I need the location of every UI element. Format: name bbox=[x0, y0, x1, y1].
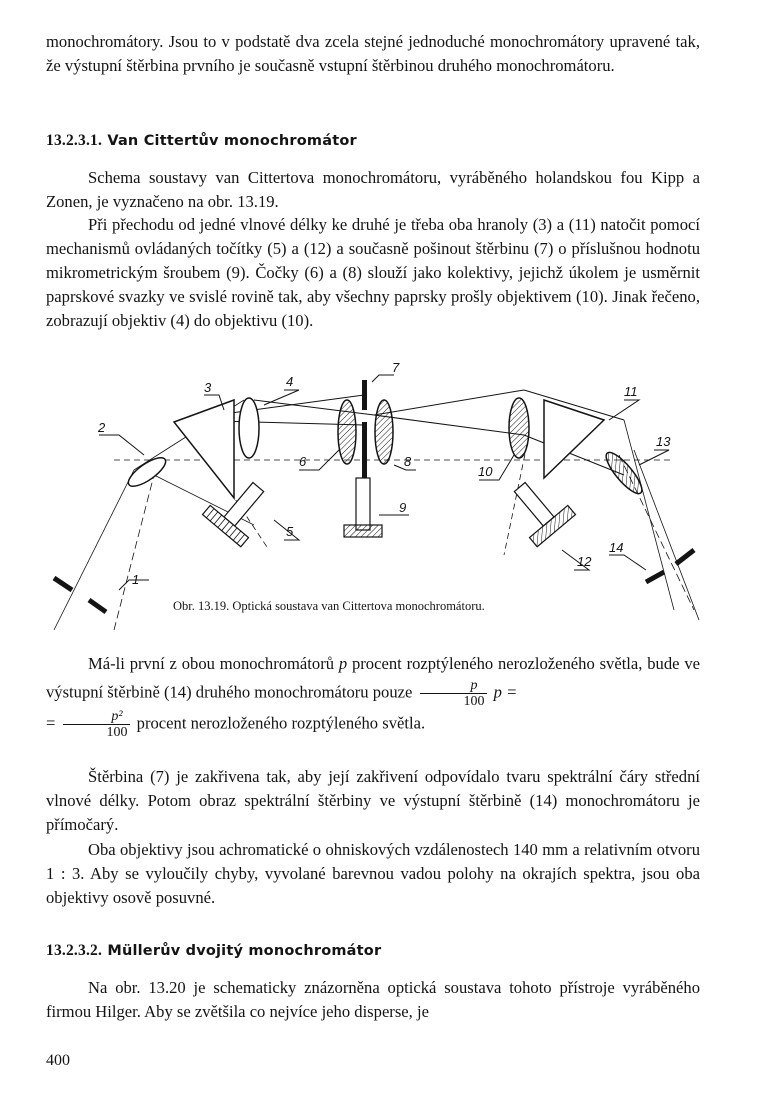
label-5: 5 bbox=[286, 524, 294, 539]
paragraph-scattered-light bbox=[46, 650, 700, 740]
paragraph-objectives: Oba objektivy jsou achromatické o ohniskových vzdálenostech 140 mm a relativním otvoru 1 : 3. Aby se vyloučily chyby, vyvolané barevnou vadou polohy na okrajích spektra, jsou oba objektivy osově posuvné. bbox=[46, 840, 700, 907]
equals-sign: = bbox=[46, 713, 56, 733]
var-p: p bbox=[338, 654, 348, 673]
section-title: Müllerův dvojitý monochromátor bbox=[107, 943, 382, 959]
figure-caption: Obr. 13.19. Optická soustava van Cittertova monochromátoru. bbox=[173, 599, 485, 613]
section-heading-muller bbox=[46, 942, 381, 960]
section-number: 13.2.3.1. bbox=[46, 132, 103, 149]
fraction-p2-over-100: $\frac{\text{p²}}{100}$ bbox=[63, 709, 130, 740]
text-part-b: procent rozptýleného nerozloženého světla, bude ve výstupní štěrbině (14) druhého monochromátoru pouze bbox=[46, 654, 700, 702]
section-heading-van-cittert bbox=[46, 132, 357, 150]
label-14: 14 bbox=[609, 540, 624, 555]
paragraph-prism-rotation: Při přechodu od jedné vlnové délky ke druhé je třeba oba hranoly (3) a (11) natočit pomocí mechanismů ovládaných točítky (5) a (12) a současně pošinout štěrbinu (7) o příslušnou hodnotu mikrometrickým šroubem (9). Čočky (6) a (8) slouží jako kolektivy, jejichž úkolem je usměrnit paprskové svazky ve svislé rovině tak, aby všechny paprsky prošly objektivem (10). Jinak řečeno, zobrazují objektiv (4) do objektivu (10). bbox=[46, 215, 700, 330]
label-6: 6 bbox=[299, 454, 307, 469]
label-11: 11 bbox=[624, 384, 638, 399]
label-7: 7 bbox=[392, 360, 400, 375]
label-1: 1 bbox=[132, 572, 140, 587]
label-10: 10 bbox=[478, 464, 493, 479]
text-part-c: procent nerozloženého rozptýleného světla. bbox=[136, 713, 426, 733]
fraction-p-over-100: $\frac{p}{100}$ bbox=[420, 678, 487, 709]
label-2: 2 bbox=[98, 420, 106, 435]
paragraph-slit-curvature: Štěrbina (7) je zakřivena tak, aby její zakřivení odpovídalo tvaru spektrální čáry střední vlnové délky. Potom obraz spektrální štěrbiny ve výstupní štěrbině (14) monochromátoru je přímočarý. bbox=[46, 767, 700, 834]
page-number: 400 bbox=[46, 1052, 70, 1069]
label-8: 8 bbox=[404, 454, 412, 469]
label-9: 9 bbox=[399, 500, 407, 515]
text-part-a: Má-li první z obou monochromátorů bbox=[88, 654, 335, 673]
label-4: 4 bbox=[286, 374, 294, 389]
paragraph-schema: Schema soustavy van Cittertova monochromátoru, vyráběného holandskou fou Kipp a Zonen, je vyznačeno na obr. 13.19. bbox=[46, 168, 700, 211]
paragraph-continuation: monochromátory. Jsou to v podstatě dva zcela stejné jednoduché monochromátory upravené tak, že výstupní štěrbina prvního je současně vstupní štěrbinou druhého monochromátoru. bbox=[46, 32, 700, 75]
paragraph-hilger: Na obr. 13.20 je schematicky znázorněna optická soustava tohoto přístroje vyráběného firmou Hilger. Aby se zvětšila co nejvíce jeho disperse, je bbox=[46, 978, 700, 1021]
label-13: 13 bbox=[656, 434, 671, 449]
section-title: Van Cittertův monochromátor bbox=[107, 133, 357, 149]
label-3: 3 bbox=[204, 380, 212, 395]
label-12: 12 bbox=[577, 554, 592, 569]
optical-system-diagram bbox=[34, 360, 734, 632]
section-number: 13.2.3.2. bbox=[46, 942, 103, 959]
equation-p: p = bbox=[493, 682, 518, 702]
